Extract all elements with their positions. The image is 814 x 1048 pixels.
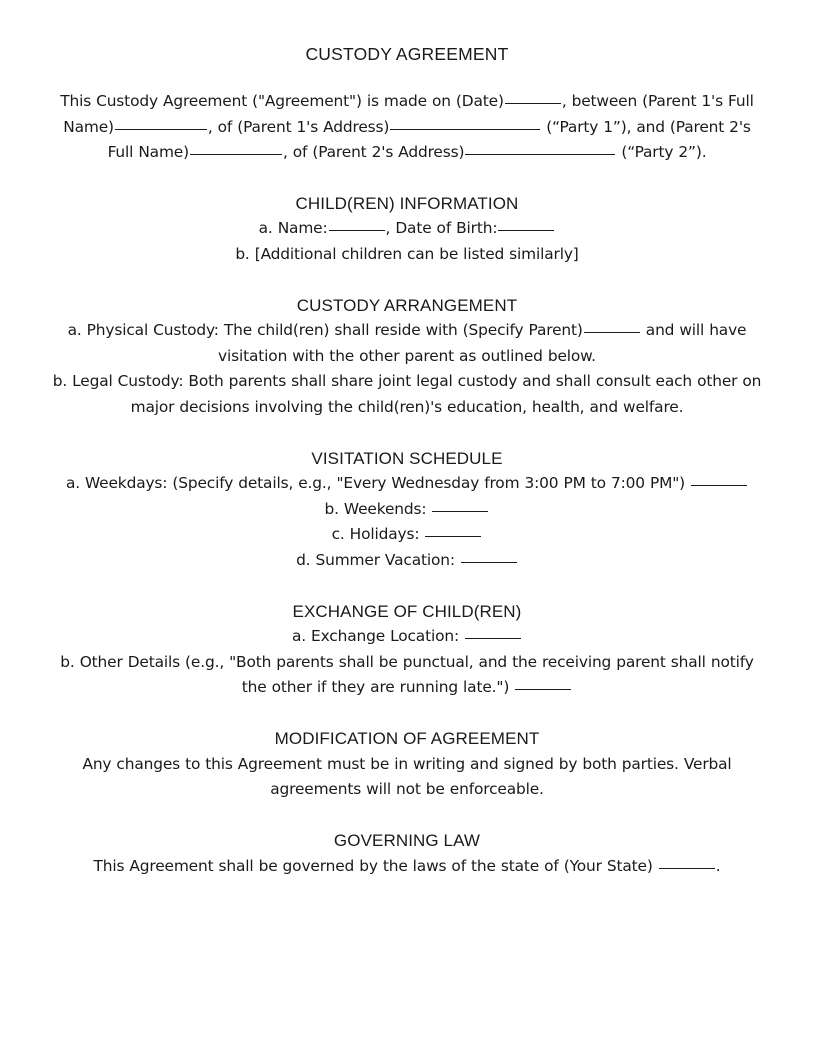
custody-arrangement-item-a [48,318,766,369]
blank-holidays[interactable] [425,536,481,537]
blank-exchange-other-details[interactable] [515,689,571,690]
section-heading-children-information: CHILD(REN) INFORMATION [295,193,519,213]
physical-custody-text-pre: a. Physical Custody: The child(ren) shall reside with (Specify Parent) [67,321,583,340]
section-heading-modification-of-agreement: MODIFICATION OF AGREEMENT [274,729,540,749]
custody-arrangement-item-b: b. Legal Custody: Both parents shall share joint legal custody and shall consult each other on major decisions involving the child(ren)'s education, health, and welfare. [52,372,762,417]
blank-date[interactable] [505,103,561,104]
children-information-item-a [48,216,766,242]
blank-parent2-name[interactable] [190,154,282,155]
weekdays-text: a. Weekdays: (Specify details, e.g., "Every Wednesday from 3:00 PM to 7:00 PM") [65,474,685,493]
spacer [48,166,766,192]
children-information-item-b: b. [Additional children can be listed similarly] [235,245,579,264]
blank-parent1-name[interactable] [115,129,207,130]
spacer [48,574,766,600]
intro-text-part5: , of (Parent 2's Address) [282,143,465,162]
intro-paragraph [48,89,766,166]
physical-custody-text-post: and will have visitation with the other parent as outlined below. [218,321,747,365]
weekends-label: b. Weekends: [324,499,427,518]
exchange-item-b [48,650,766,701]
holidays-label: c. Holidays: [331,525,420,544]
exchange-other-details-text: b. Other Details (e.g., "Both parents shall be punctual, and the receiving parent shall notify the other if they are running late.") [60,652,754,697]
spacer [48,803,766,829]
blank-weekdays[interactable] [691,485,747,486]
blank-summer-vacation[interactable] [461,562,517,563]
blank-child-dob[interactable] [498,230,554,231]
page-title: CUSTODY AGREEMENT [305,44,509,64]
section-heading-visitation-schedule: VISITATION SCHEDULE [311,448,503,468]
exchange-location-label: a. Exchange Location: [291,627,459,646]
spacer [48,268,766,294]
modification-body: Any changes to this Agreement must be in writing and signed by both parties. Verbal agreements will not be enforceable. [82,754,732,799]
blank-weekends[interactable] [432,511,488,512]
governing-law-body [48,854,766,880]
child-dob-label: , Date of Birth: [385,219,498,238]
section-heading-custody-arrangement: CUSTODY ARRANGEMENT [296,295,518,315]
spacer [48,65,766,89]
blank-parent1-address[interactable] [390,129,540,130]
spacer [48,701,766,727]
spacer [48,421,766,447]
visitation-item-a [48,471,766,497]
blank-specify-parent[interactable] [584,332,640,333]
blank-exchange-location[interactable] [465,638,521,639]
intro-text-part3: , of (Parent 1's Address) [207,117,390,136]
blank-your-state[interactable] [659,868,715,869]
visitation-item-b [48,497,766,523]
visitation-item-d [48,548,766,574]
governing-law-text: This Agreement shall be governed by the laws of the state of (Your State) [93,856,653,875]
intro-text-part6: (“Party 2”). [616,143,707,162]
intro-text-part4: (“Party 1”), and (Parent 2's Full Name) [107,117,751,162]
section-heading-exchange-of-children: EXCHANGE OF CHILD(REN) [292,601,522,621]
summer-vacation-label: d. Summer Vacation: [296,551,455,570]
exchange-item-a [48,624,766,650]
blank-parent2-address[interactable] [465,154,615,155]
blank-child-name[interactable] [329,230,385,231]
intro-text-part2: , between (Parent 1's Full Name) [63,92,754,136]
section-heading-governing-law: GOVERNING LAW [333,830,481,850]
child-name-label: a. Name: [258,219,328,238]
intro-text-part1: This Custody Agreement ("Agreement") is made on (Date) [60,92,504,110]
governing-law-period: . [715,856,721,875]
visitation-item-c [48,522,766,548]
